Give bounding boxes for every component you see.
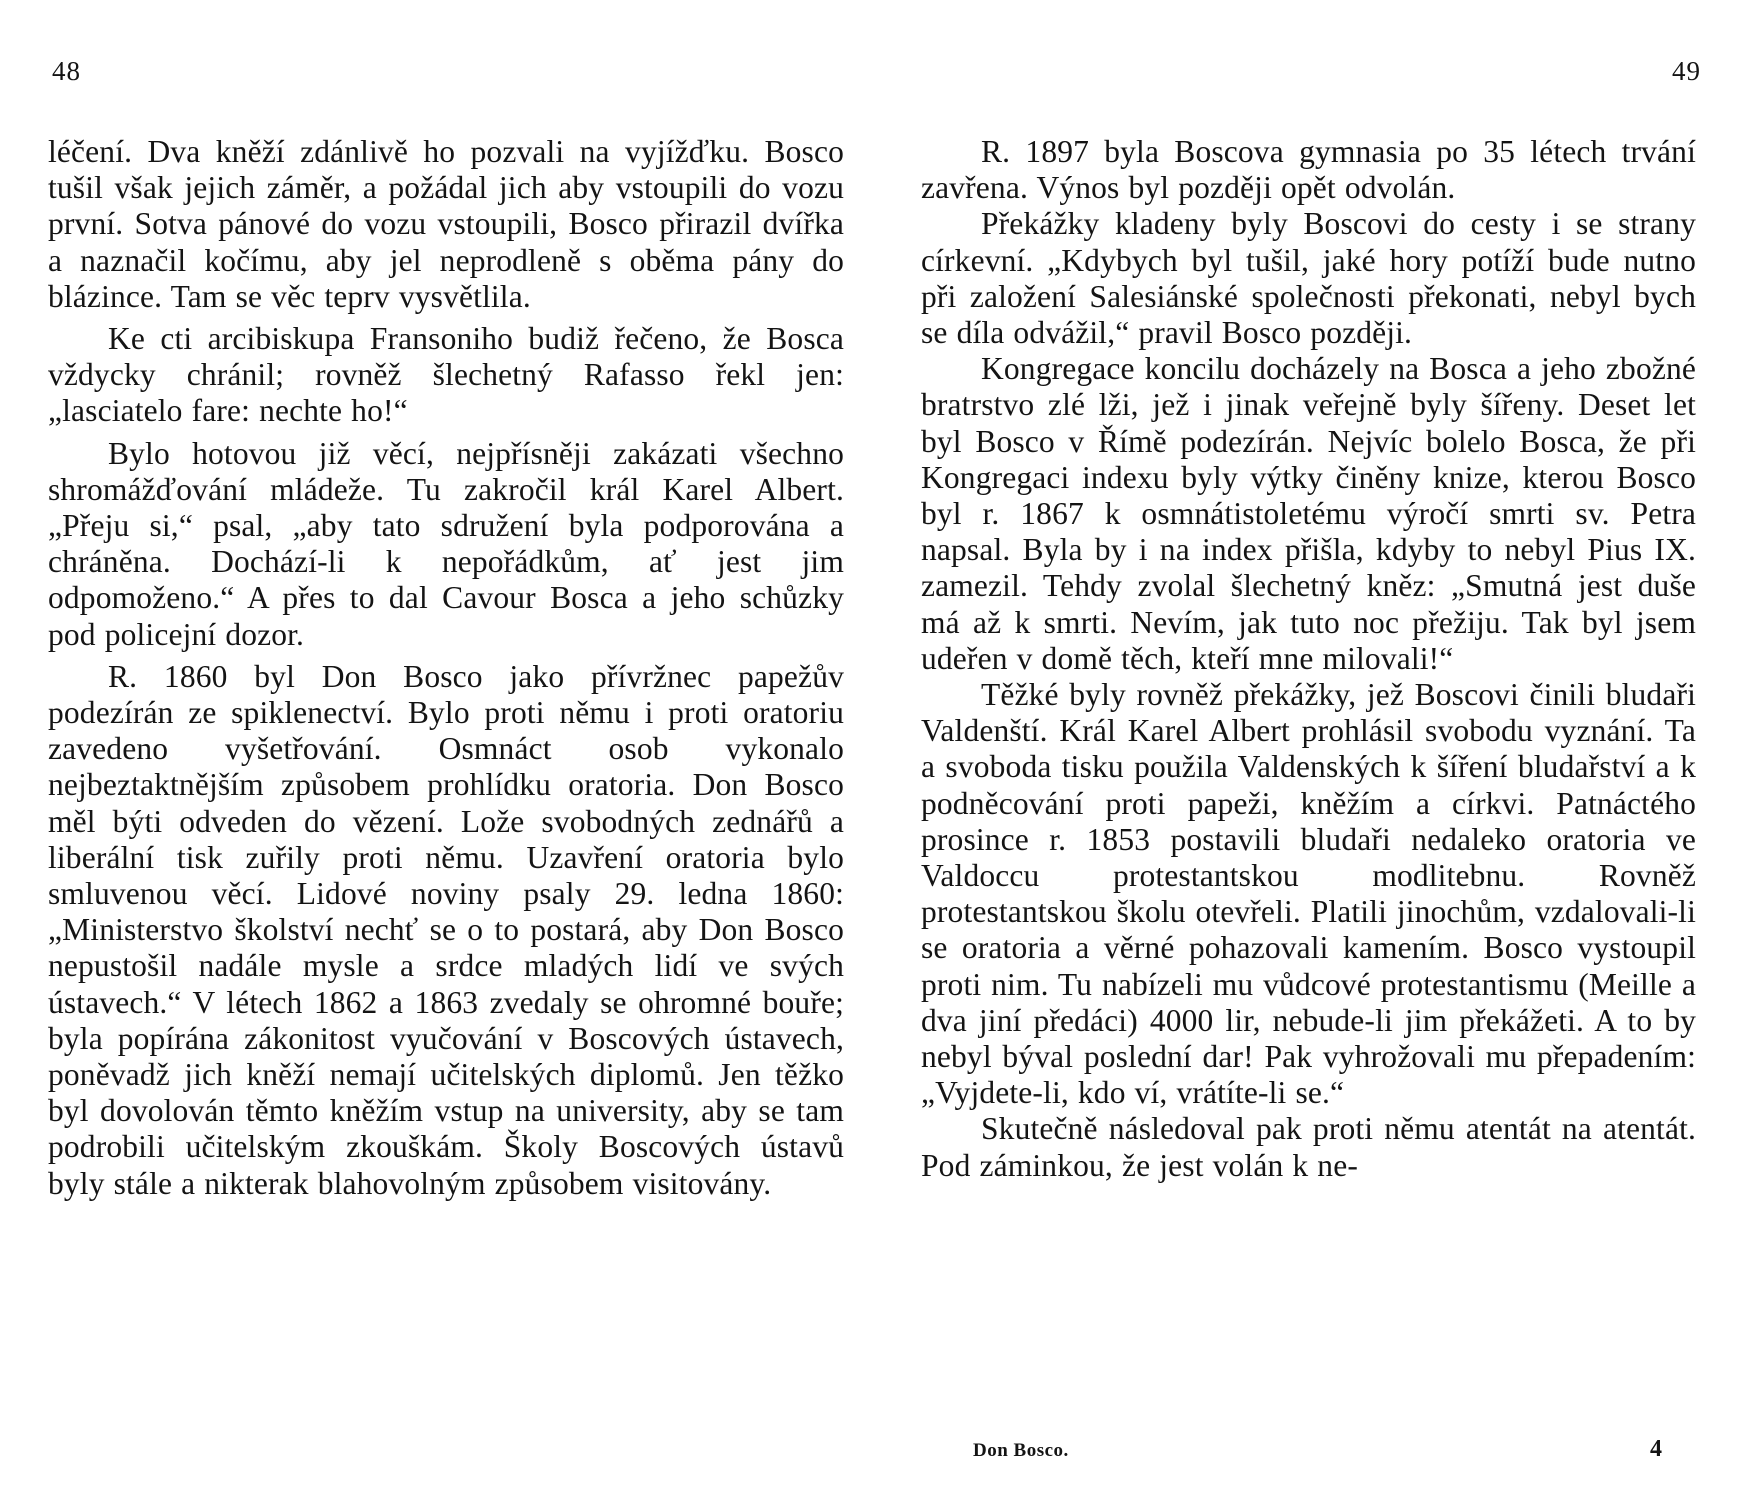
right-page xyxy=(873,0,1746,1500)
page-number-right: 49 xyxy=(1672,56,1701,86)
paragraph: Kongregace koncilu docházely na Bosca a jeho zbožné bratrstvo zlé lži, jež i jinak veřejně byly šířeny. Deset let byl Bosco v Římě podezírán. Nejvíc bolelo Bosca, že při Kongregaci indexu byly výtky činěny knize, kterou Bosco byl r. 1867 k osmnátistoletému výročí smrti sv. Petra napsal. Byla by i na index přišla, kdyby to nebyl Pius IX. zamezil. Tehdy zvolal šlechetný kněz: „Smutná jest duše má až k smrti. Nevím, jak tuto noc přežiju. Tak byl jsem udeřen v domě těch, kteří mne milovali!“ xyxy=(921,351,1696,676)
paragraph: Těžké byly rovněž překážky, jež Boscovi činili bludaři Valdenští. Král Karel Albert prohlásil svobodu vyznání. Ta a svoboda tisku použila Valdenských k šíření bludařství a k podněcování proti papeži, kněžím a církvi. Patnáctého prosince r. 1853 postavili bludaři nedaleko oratoria ve Valdoccu protestantskou modlitebnu. Rovněž protestantskou školu otevřeli. Platili jinochům, vzdalovali-li se oratoria a věrné pohazovali kamením. Bosco vystoupil proti nim. Tu nabízeli mu vůdcové protestantismu (Meille a dva jiní předáci) 4000 lir, nebude-li jim překážeti. A to by nebyl býval poslední dar! Pak vyhrožovali mu přepadením: „Vyjdete-li, kdo ví, vrátíte-li se.“ xyxy=(921,677,1696,1111)
left-page-text xyxy=(48,134,844,1202)
footer-signature-mark: 4 xyxy=(1650,1436,1662,1462)
footer-book-title: Don Bosco. xyxy=(973,1440,1069,1461)
paragraph: Skutečně následoval pak proti němu atentát na atentát. Pod záminkou, že jest volán k ne- xyxy=(921,1111,1696,1183)
paragraph: Ke cti arcibiskupa Fransoniho budiž řečeno, že Bosca vždycky chránil; rovněž šlechetný Rafasso řekl jen: „lasciatelo fare: nechte ho!“ xyxy=(48,321,844,429)
paragraph: léčení. Dva kněží zdánlivě ho pozvali na vyjížďku. Bosco tušil však jejich záměr, a požádal jich aby vstoupili do vozu první. Sotva pánové do vozu vstoupili, Bosco přirazil dvířka a naznačil kočímu, aby jel neprodleně s oběma pány do blázince. Tam se věc teprv vysvětlila. xyxy=(48,134,844,314)
paragraph: Bylo hotovou již věcí, nejpřísněji zakázati všechno shromážďování mládeže. Tu zakročil král Karel Albert. „Přeju si,“ psal, „aby tato sdružení byla podporována a chráněna. Dochází-li k nepořádkům, ať jest jim odpomoženo.“ A přes to dal Cavour Bosca a jeho schůzky pod policejní dozor. xyxy=(48,435,844,652)
right-page-text xyxy=(921,134,1696,1184)
paragraph: R. 1860 byl Don Bosco jako přívržnec papežův podezírán ze spiklenectví. Bylo proti němu i proti oratoriu zavedeno vyšetřování. Osmnáct osob vykonalo nejbeztaktnějším způsobem prohlídku oratoria. Don Bosco měl býti odveden do vězení. Lože svobodných zednářů a liberální tisk zuřily proti němu. Uzavření oratoria bylo smluvenou věcí. Lidové noviny psaly 29. ledna 1860: „Ministerstvo školství nechť se o to postará, aby Don Bosco nepustošil nadále mysle a srdce mladých lidí ve svých ústavech.“ V létech 1862 a 1863 zvedaly se ohromné bouře; byla popírána zákonitost vyučování v Boscových ústavech, poněvadž jich kněží nemají učitelských diplomů. Jen těžko byl dovolován těmto kněžím vstup na university, aby se tam podrobili učitelským zkouškám. Školy Boscových ústavů byly stále a nikterak blahovolným způsobem visitovány. xyxy=(48,658,844,1201)
paragraph: Překážky kladeny byly Boscovi do cesty i se strany církevní. „Kdybych byl tušil, jaké hory potíží bude nutno při založení Salesiánské společnosti překonati, nebyl bych se díla odvážil,“ pravil Bosco později. xyxy=(921,206,1696,351)
page-number-left: 48 xyxy=(52,56,81,86)
paragraph: R. 1897 byla Boscova gymnasia po 35 létech trvání zavřena. Výnos byl později opět odvolán. xyxy=(921,134,1696,206)
